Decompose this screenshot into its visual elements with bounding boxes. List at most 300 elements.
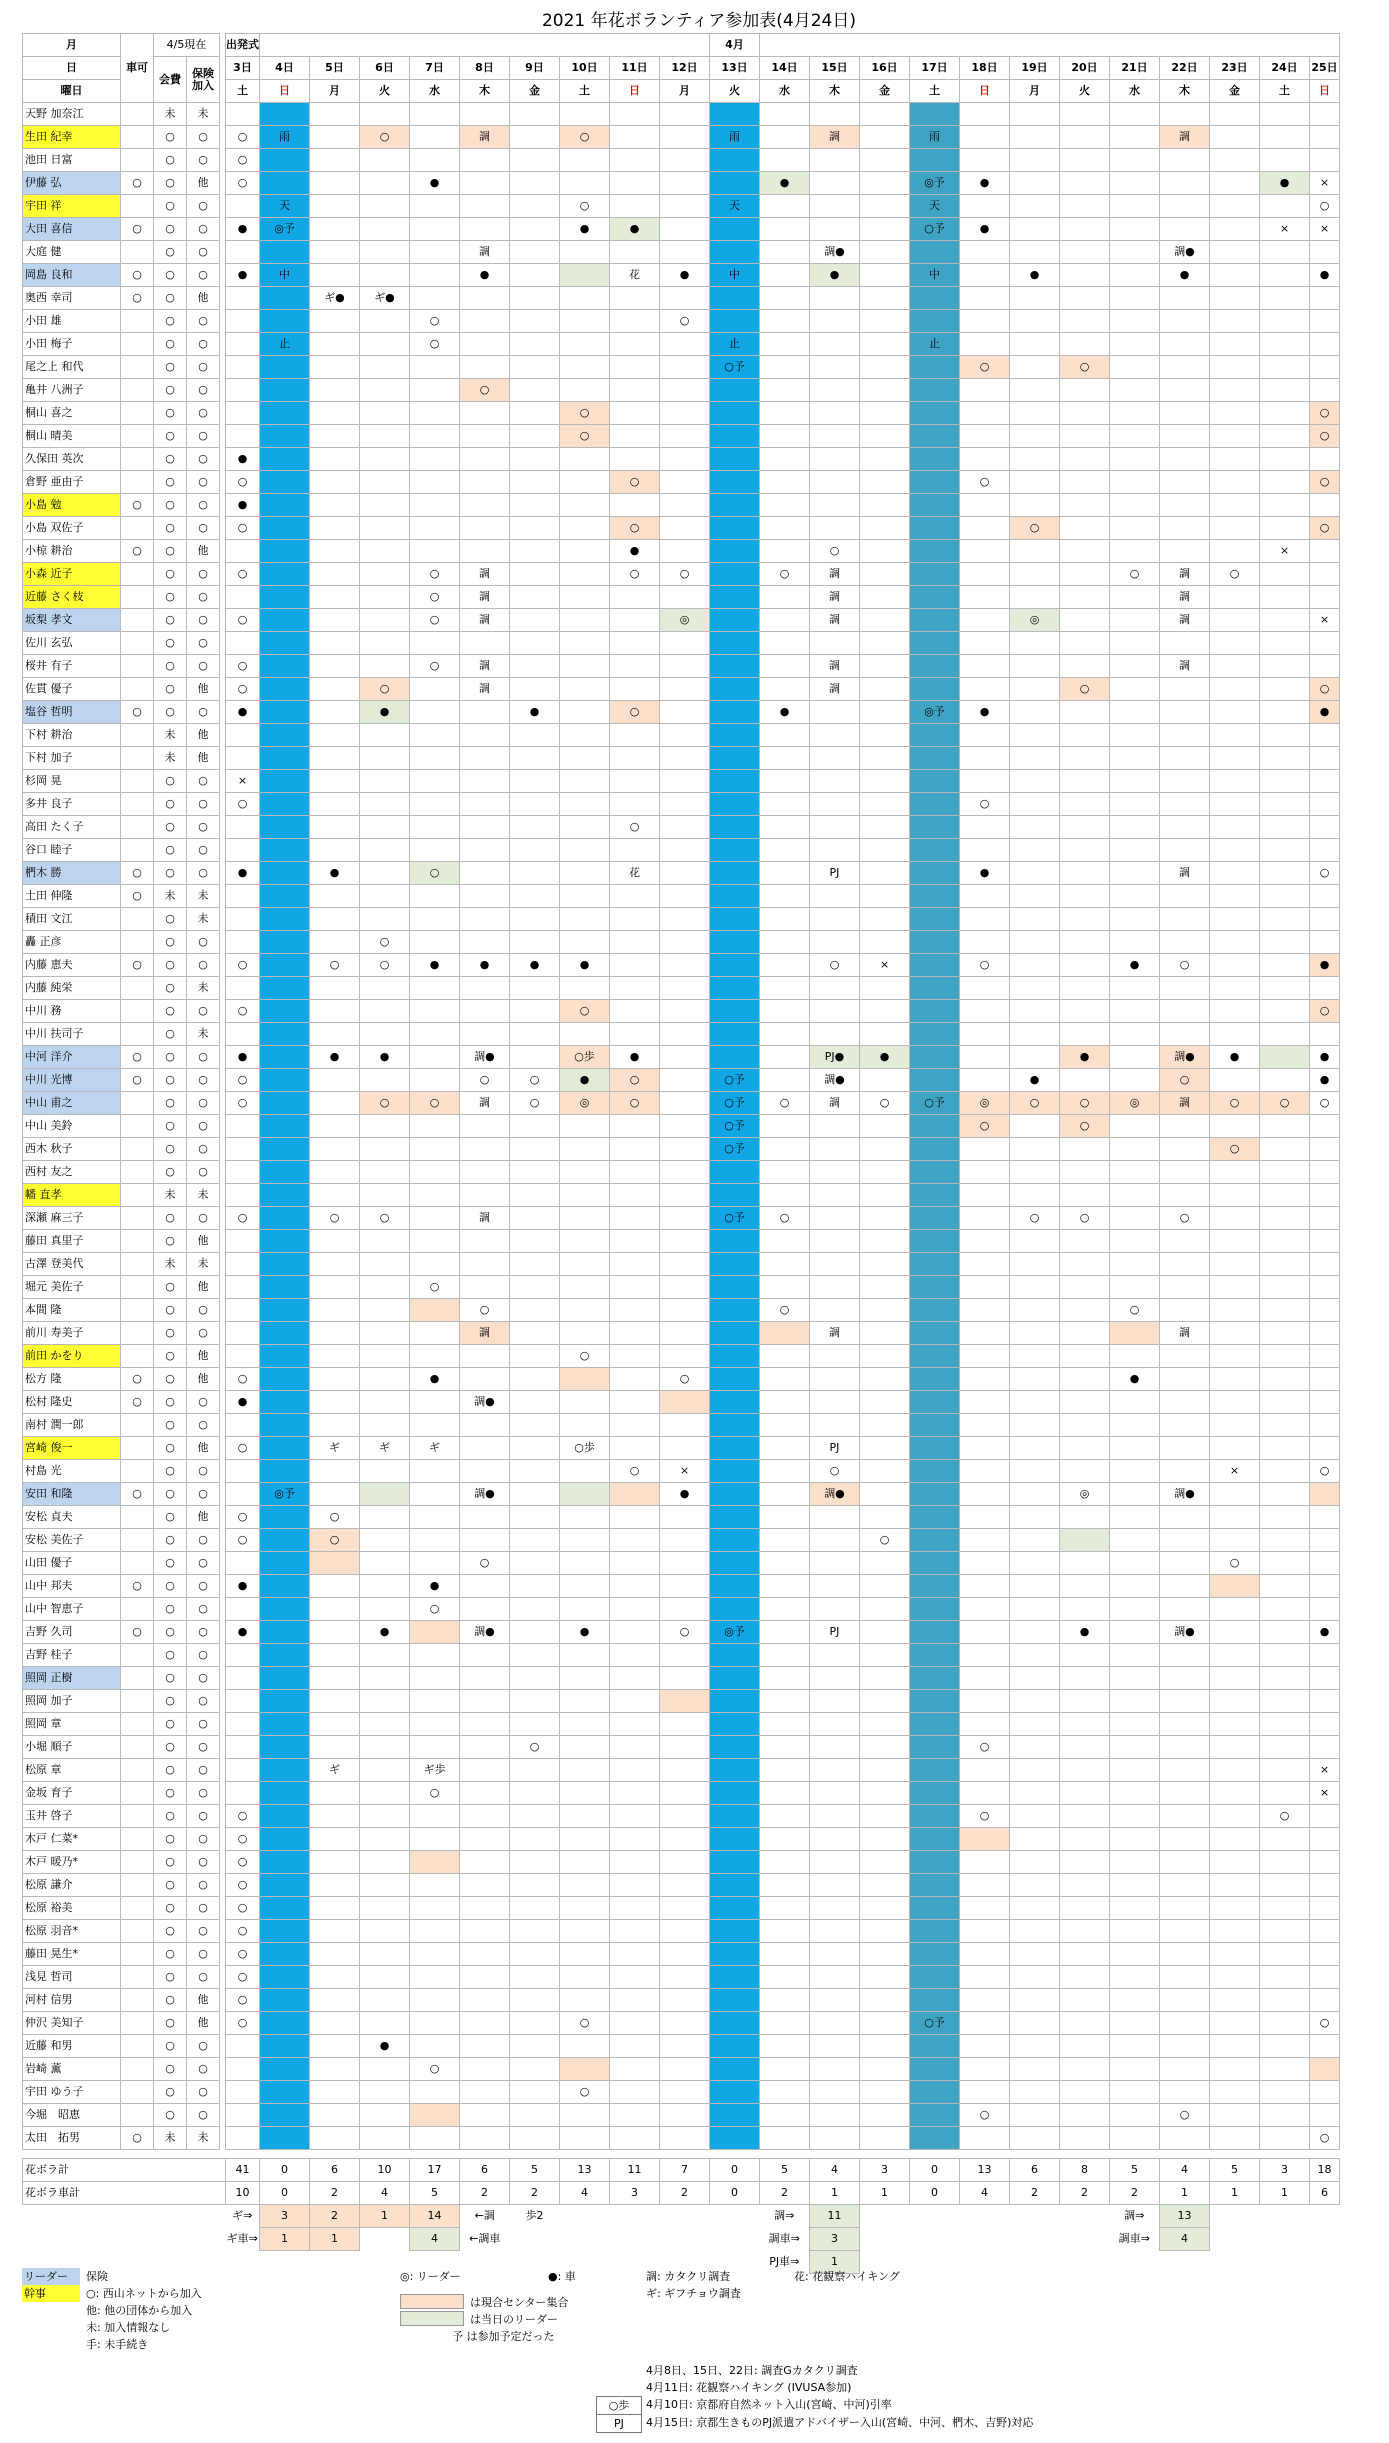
attendance-cell <box>1110 1782 1160 1805</box>
attendance-cell <box>1010 1598 1060 1621</box>
attendance-cell <box>460 149 510 172</box>
attendance-cell: ● <box>360 701 410 724</box>
member-car <box>121 770 154 793</box>
attendance-cell <box>860 701 910 724</box>
attendance-cell <box>610 1529 660 1552</box>
attendance-cell <box>760 310 810 333</box>
attendance-cell <box>1010 1460 1060 1483</box>
attendance-cell <box>460 2012 510 2035</box>
attendance-cell: ○歩 <box>560 1437 610 1460</box>
attendance-cell <box>560 724 610 747</box>
attendance-cell: 調● <box>1160 241 1210 264</box>
attendance-cell <box>760 126 810 149</box>
header-day-10: 13日 <box>710 57 760 80</box>
attendance-cell <box>460 1345 510 1368</box>
attendance-cell <box>960 540 1010 563</box>
attendance-cell <box>310 448 360 471</box>
attendance-cell <box>1060 1000 1110 1023</box>
attendance-cell <box>1210 1713 1260 1736</box>
attendance-cell <box>260 1368 310 1391</box>
member-fee: ○ <box>154 1851 187 1874</box>
member-fee: ○ <box>154 1460 187 1483</box>
attendance-cell <box>1160 2127 1210 2150</box>
attendance-cell <box>310 1483 360 1506</box>
tally-blank <box>960 2228 1010 2251</box>
attendance-cell <box>1110 172 1160 195</box>
attendance-cell <box>1260 494 1310 517</box>
attendance-cell <box>360 1943 410 1966</box>
attendance-cell <box>660 1115 710 1138</box>
attendance-cell <box>860 1483 910 1506</box>
attendance-cell: ○ <box>360 678 410 701</box>
member-name: 安田 和隆 <box>23 1483 121 1506</box>
attendance-cell <box>810 172 860 195</box>
attendance-cell <box>860 540 910 563</box>
attendance-cell: ○ <box>226 678 260 701</box>
attendance-cell: ○ <box>1310 2127 1340 2150</box>
attendance-cell <box>1010 1345 1060 1368</box>
attendance-cell <box>960 1460 1010 1483</box>
attendance-cell <box>760 149 810 172</box>
attendance-cell <box>560 563 610 586</box>
attendance-cell <box>860 839 910 862</box>
attendance-cell <box>360 1920 410 1943</box>
member-insurance: ○ <box>187 333 220 356</box>
member-row <box>23 1713 1340 1736</box>
attendance-cell <box>510 218 560 241</box>
attendance-cell: ○歩 <box>560 1046 610 1069</box>
attendance-cell <box>760 1644 810 1667</box>
attendance-cell: × <box>1310 218 1340 241</box>
attendance-cell <box>760 1759 810 1782</box>
attendance-cell: × <box>1310 1782 1340 1805</box>
attendance-cell <box>1210 1253 1260 1276</box>
attendance-cell <box>960 770 1010 793</box>
attendance-cell: ○ <box>310 1207 360 1230</box>
attendance-cell <box>510 2127 560 2150</box>
attendance-cell <box>860 241 910 264</box>
attendance-cell: ○ <box>360 126 410 149</box>
attendance-cell <box>910 563 960 586</box>
attendance-cell <box>710 103 760 126</box>
attendance-cell <box>910 356 960 379</box>
attendance-cell <box>1310 540 1340 563</box>
attendance-cell <box>1310 1253 1340 1276</box>
member-insurance: ○ <box>187 2104 220 2127</box>
member-row <box>23 1092 1340 1115</box>
attendance-cell <box>226 747 260 770</box>
attendance-cell <box>910 1759 960 1782</box>
attendance-cell <box>360 1023 410 1046</box>
attendance-cell <box>1160 1115 1210 1138</box>
attendance-cell <box>610 724 660 747</box>
attendance-cell <box>860 1874 910 1897</box>
attendance-cell <box>960 747 1010 770</box>
member-fee: ○ <box>154 448 187 471</box>
attendance-cell: ● <box>226 862 260 885</box>
attendance-cell <box>760 103 810 126</box>
attendance-cell <box>1160 1253 1210 1276</box>
attendance-cell <box>760 1368 810 1391</box>
attendance-table <box>22 33 1340 2274</box>
attendance-cell: ○ <box>410 862 460 885</box>
attendance-cell <box>960 287 1010 310</box>
attendance-cell <box>1110 1552 1160 1575</box>
attendance-cell <box>1110 1460 1160 1483</box>
attendance-cell <box>560 494 610 517</box>
attendance-cell <box>1160 1184 1210 1207</box>
member-car <box>121 816 154 839</box>
attendance-cell <box>1060 1023 1110 1046</box>
attendance-cell <box>510 494 560 517</box>
attendance-cell <box>1060 1713 1110 1736</box>
attendance-cell <box>810 1851 860 1874</box>
attendance-cell <box>710 1299 760 1322</box>
attendance-cell <box>510 172 560 195</box>
attendance-cell <box>1210 1368 1260 1391</box>
attendance-cell <box>1260 1230 1310 1253</box>
attendance-cell <box>760 1989 810 2012</box>
attendance-cell <box>1210 1299 1260 1322</box>
member-fee: ○ <box>154 1046 187 1069</box>
attendance-cell <box>260 1299 310 1322</box>
attendance-cell <box>310 1368 360 1391</box>
attendance-cell: ● <box>410 954 460 977</box>
attendance-cell <box>610 1989 660 2012</box>
attendance-cell <box>460 1253 510 1276</box>
attendance-cell <box>860 2104 910 2127</box>
tally-blank <box>660 2205 710 2228</box>
attendance-cell <box>410 701 460 724</box>
attendance-cell <box>360 816 410 839</box>
attendance-cell <box>310 379 360 402</box>
member-fee: ○ <box>154 1092 187 1115</box>
attendance-cell: ○ <box>226 1529 260 1552</box>
attendance-cell <box>610 1207 660 1230</box>
attendance-cell <box>310 1851 360 1874</box>
member-car <box>121 1713 154 1736</box>
member-fee: 未 <box>154 747 187 770</box>
attendance-cell: ○ <box>360 954 410 977</box>
member-fee: ○ <box>154 1989 187 2012</box>
attendance-cell: 止 <box>710 333 760 356</box>
header-day-label: 日 <box>23 57 121 80</box>
attendance-cell <box>760 379 810 402</box>
attendance-cell <box>1210 149 1260 172</box>
attendance-cell <box>560 1759 610 1782</box>
attendance-cell <box>1110 839 1160 862</box>
attendance-cell <box>1210 2058 1260 2081</box>
attendance-cell <box>1310 1368 1340 1391</box>
attendance-cell <box>1160 1506 1210 1529</box>
attendance-cell <box>510 862 560 885</box>
member-name: 中川 光博 <box>23 1069 121 1092</box>
attendance-cell: PJ● <box>810 1046 860 1069</box>
attendance-cell <box>660 1207 710 1230</box>
attendance-cell <box>860 862 910 885</box>
attendance-cell <box>1210 1851 1260 1874</box>
tally-cho2-label: 調⇒ <box>1124 2209 1145 2223</box>
attendance-cell <box>660 1966 710 1989</box>
attendance-cell <box>910 517 960 540</box>
member-name: 土田 伸隆 <box>23 885 121 908</box>
attendance-cell <box>560 1920 610 1943</box>
member-insurance: ○ <box>187 1598 220 1621</box>
attendance-cell <box>1210 356 1260 379</box>
attendance-cell <box>860 1506 910 1529</box>
attendance-cell <box>1010 287 1060 310</box>
attendance-cell <box>1260 1690 1310 1713</box>
attendance-cell <box>910 1483 960 1506</box>
member-name: 吉野 久司 <box>23 1621 121 1644</box>
tally-gi-car-value: 1 <box>310 2228 360 2251</box>
member-insurance: ○ <box>187 2035 220 2058</box>
attendance-cell <box>560 609 610 632</box>
attendance-cell <box>1160 1920 1210 1943</box>
attendance-cell <box>310 1023 360 1046</box>
attendance-cell <box>1310 1644 1340 1667</box>
attendance-cell: ● <box>226 218 260 241</box>
attendance-cell <box>226 1759 260 1782</box>
attendance-cell <box>910 448 960 471</box>
attendance-cell <box>960 103 1010 126</box>
attendance-cell: 花 <box>610 264 660 287</box>
attendance-cell <box>1110 770 1160 793</box>
attendance-cell: ● <box>960 172 1010 195</box>
attendance-cell: ● <box>610 218 660 241</box>
attendance-cell <box>1210 1575 1260 1598</box>
attendance-cell <box>260 632 310 655</box>
attendance-cell <box>1010 2104 1060 2127</box>
attendance-cell <box>310 2081 360 2104</box>
attendance-cell <box>360 333 410 356</box>
attendance-cell <box>760 770 810 793</box>
attendance-cell: 調● <box>1160 1046 1210 1069</box>
attendance-cell <box>260 2127 310 2150</box>
attendance-cell: ● <box>226 1621 260 1644</box>
attendance-cell <box>1210 2081 1260 2104</box>
member-name: 大庭 健 <box>23 241 121 264</box>
attendance-cell: × <box>1310 609 1340 632</box>
header-weekday-12: 木 <box>810 80 860 103</box>
attendance-cell <box>510 356 560 379</box>
member-car <box>121 2104 154 2127</box>
attendance-cell <box>510 126 560 149</box>
attendance-cell <box>660 862 710 885</box>
attendance-cell <box>660 1184 710 1207</box>
attendance-cell: ● <box>410 172 460 195</box>
attendance-cell <box>1210 1230 1260 1253</box>
attendance-cell <box>1210 678 1260 701</box>
legend-green-desc: は当日のリーダー <box>470 2313 558 2326</box>
member-row <box>23 1874 1340 1897</box>
attendance-cell <box>610 885 660 908</box>
attendance-cell <box>360 1874 410 1897</box>
car-total-row-value: 2 <box>310 2182 360 2205</box>
member-insurance: ○ <box>187 1966 220 1989</box>
member-fee: ○ <box>154 793 187 816</box>
attendance-cell: PJ <box>810 1621 860 1644</box>
attendance-cell <box>510 1690 560 1713</box>
attendance-cell <box>660 1644 710 1667</box>
attendance-cell <box>560 448 610 471</box>
member-insurance: ○ <box>187 1483 220 1506</box>
member-row <box>23 1253 1340 1276</box>
attendance-cell <box>1110 1713 1160 1736</box>
legend-l4: 手: 未手続き <box>86 2338 149 2351</box>
member-name: 幡 直孝 <box>23 1184 121 1207</box>
member-car <box>121 1736 154 1759</box>
attendance-cell <box>260 885 310 908</box>
member-insurance: 他 <box>187 1368 220 1391</box>
member-car: ○ <box>121 2127 154 2150</box>
member-insurance: 他 <box>187 287 220 310</box>
attendance-cell <box>660 494 710 517</box>
attendance-cell <box>1060 1138 1110 1161</box>
attendance-cell <box>260 1598 310 1621</box>
member-insurance: ○ <box>187 1092 220 1115</box>
attendance-cell: 天 <box>260 195 310 218</box>
member-fee: 未 <box>154 885 187 908</box>
member-fee: ○ <box>154 1368 187 1391</box>
total-row-value: 4 <box>1160 2159 1210 2182</box>
attendance-cell <box>810 1368 860 1391</box>
attendance-cell <box>1310 2081 1340 2104</box>
attendance-cell <box>960 1161 1010 1184</box>
member-name: 南村 潤一郎 <box>23 1414 121 1437</box>
attendance-cell <box>460 218 510 241</box>
attendance-cell <box>1110 885 1160 908</box>
attendance-cell <box>410 1184 460 1207</box>
attendance-cell <box>226 2127 260 2150</box>
attendance-cell <box>310 1966 360 1989</box>
attendance-cell <box>460 747 510 770</box>
attendance-cell <box>360 264 410 287</box>
attendance-cell <box>1060 1667 1110 1690</box>
member-fee: ○ <box>154 1437 187 1460</box>
attendance-cell <box>710 287 760 310</box>
attendance-cell <box>410 839 460 862</box>
attendance-cell <box>560 1483 610 1506</box>
attendance-cell <box>910 310 960 333</box>
attendance-cell <box>226 1690 260 1713</box>
attendance-cell <box>1010 1920 1060 1943</box>
attendance-cell: ○ <box>226 1920 260 1943</box>
attendance-cell <box>810 1943 860 1966</box>
attendance-cell <box>760 908 810 931</box>
attendance-cell: ○ <box>610 1460 660 1483</box>
attendance-cell <box>710 747 760 770</box>
attendance-cell <box>510 1874 560 1897</box>
attendance-cell <box>360 218 410 241</box>
attendance-cell <box>560 1713 610 1736</box>
attendance-cell <box>310 149 360 172</box>
member-fee: ○ <box>154 402 187 425</box>
attendance-cell <box>226 1713 260 1736</box>
attendance-cell <box>810 1782 860 1805</box>
attendance-cell <box>710 1920 760 1943</box>
attendance-cell <box>226 310 260 333</box>
member-insurance: ○ <box>187 632 220 655</box>
car-total-row-value: 4 <box>560 2182 610 2205</box>
attendance-cell: 調● <box>460 1391 510 1414</box>
member-name: 松村 隆史 <box>23 1391 121 1414</box>
attendance-cell <box>360 609 410 632</box>
attendance-cell <box>360 724 410 747</box>
attendance-cell <box>1310 1920 1340 1943</box>
attendance-cell <box>660 195 710 218</box>
attendance-cell <box>810 632 860 655</box>
member-name: 小堀 順子 <box>23 1736 121 1759</box>
attendance-cell <box>910 1046 960 1069</box>
attendance-cell <box>1160 1000 1210 1023</box>
member-row <box>23 195 1340 218</box>
attendance-cell <box>560 540 610 563</box>
attendance-cell <box>610 1782 660 1805</box>
attendance-cell <box>760 1575 810 1598</box>
attendance-cell: ○ <box>1310 1000 1340 1023</box>
attendance-cell <box>360 2081 410 2104</box>
attendance-cell <box>410 218 460 241</box>
attendance-cell <box>760 1874 810 1897</box>
attendance-cell <box>310 747 360 770</box>
legend-area <box>22 2268 1376 2438</box>
attendance-cell: ○ <box>1310 402 1340 425</box>
attendance-cell <box>1160 287 1210 310</box>
attendance-grid <box>22 33 1340 2274</box>
attendance-cell: ● <box>960 701 1010 724</box>
attendance-cell <box>1110 1621 1160 1644</box>
attendance-cell: ○ <box>410 609 460 632</box>
attendance-cell <box>226 379 260 402</box>
attendance-cell <box>660 1759 710 1782</box>
member-fee: ○ <box>154 310 187 333</box>
attendance-cell <box>760 1483 810 1506</box>
attendance-cell <box>1060 1345 1110 1368</box>
attendance-cell <box>710 172 760 195</box>
attendance-cell <box>1110 1069 1160 1092</box>
attendance-cell <box>1160 1667 1210 1690</box>
attendance-cell <box>310 632 360 655</box>
attendance-cell <box>1010 494 1060 517</box>
attendance-cell <box>360 149 410 172</box>
attendance-cell <box>360 1414 410 1437</box>
attendance-cell <box>810 1805 860 1828</box>
attendance-cell <box>610 1345 660 1368</box>
member-fee: ○ <box>154 701 187 724</box>
attendance-cell: ギ <box>410 1437 460 1460</box>
attendance-cell: ● <box>410 1368 460 1391</box>
attendance-cell <box>1110 724 1160 747</box>
member-insurance: ○ <box>187 1621 220 1644</box>
attendance-cell: ● <box>660 1483 710 1506</box>
member-car: ○ <box>121 1483 154 1506</box>
member-row <box>23 1046 1340 1069</box>
attendance-cell: ● <box>226 1046 260 1069</box>
attendance-cell <box>1260 701 1310 724</box>
attendance-cell: ○ <box>1010 1092 1060 1115</box>
member-insurance: ○ <box>187 1713 220 1736</box>
tally-blank <box>510 2228 560 2251</box>
attendance-cell <box>910 1276 960 1299</box>
attendance-cell <box>1260 1966 1310 1989</box>
attendance-cell <box>810 1874 860 1897</box>
member-fee: ○ <box>154 241 187 264</box>
attendance-cell <box>960 149 1010 172</box>
member-row <box>23 1299 1340 1322</box>
attendance-cell: ○ <box>810 540 860 563</box>
attendance-cell <box>360 908 410 931</box>
